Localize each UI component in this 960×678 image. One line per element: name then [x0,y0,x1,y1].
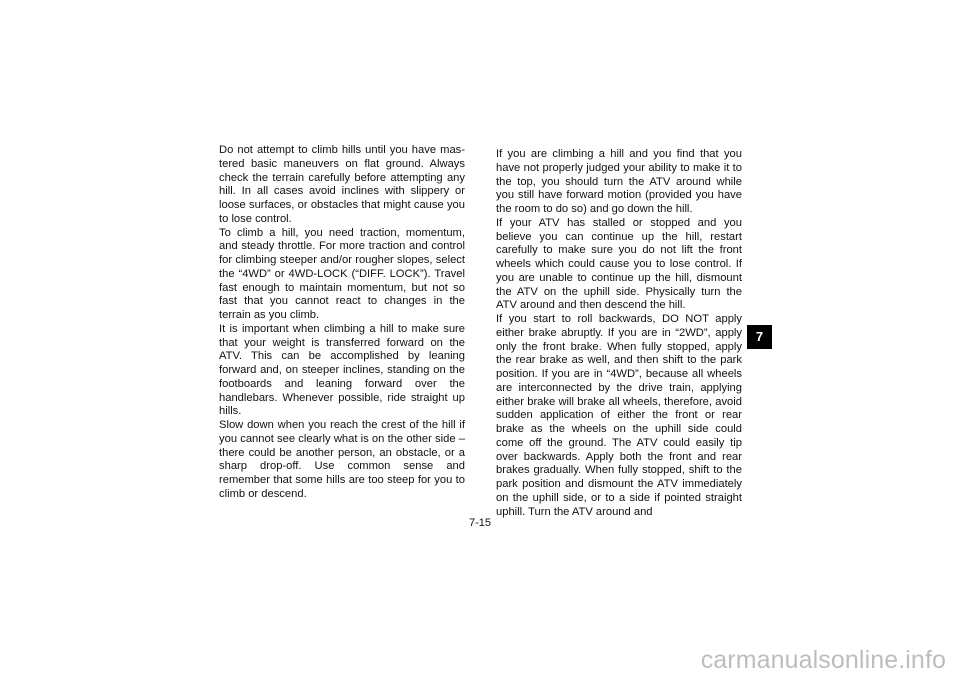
paragraph: Slow down when you reach the crest of the hill if you cannot see clearly what is on the other side – there could be another person, an obstacle, or a sharp drop-off. Use common sense and remember that some hills are too steep for you to climb or descend. [219,419,465,500]
paragraph: It is important when climbing a hill to make sure that your weight is transferred forward on the ATV. This can be accomplished by leaning forward and, on steeper inclines, standing on the footboards and leaning forward over the handlebars. Whenever possible, ride straight up hills. [219,322,465,418]
watermark: carmanualsonline.info [700,646,946,674]
page-number: 7-15 [468,517,492,529]
paragraph: If you start to roll backwards, DO NOT apply either brake abruptly. If you are in “2WD”, apply only the front brake. When fully stopped, apply the rear brake as well, and then shift to the park position. If you are in “4WD”, because all wheels are interconnected by the drive train, applying either brake will brake all wheels, therefore, avoid sudden application of either the front or rear brake as the wheels on the uphill side could come off the ground. The ATV could easily tip over backwards. Apply both the front and rear brakes gradually. When fully stopped, shift to the park position and dismount the ATV immediately on the uphill side, or to a side if pointed straight uphill. Turn the ATV around and [496,313,742,518]
chapter-tab: 7 [747,325,772,349]
right-text-column [496,148,742,519]
paragraph: If your ATV has stalled or stopped and you believe you can continue up the hill, restart carefully to make sure you do not lift the front wheels which could cause you to lose control. If you are unable to continue up the hill, dismount the ATV on the uphill side. Physically turn the ATV around and then descend the hill. [496,216,742,312]
paragraph: To climb a hill, you need traction, momentum, and steady throttle. For more traction and control for climbing steeper and/or rougher slopes, select the “4WD” or 4WD-LOCK (“DIFF. LOCK”). Travel fast enough to maintain momentum, but not so fast that you cannot react to changes in the terrain as you climb. [219,226,465,321]
paragraph: Do not attempt to climb hills until you have mastered basic maneuvers on flat ground. Always check the terrain carefully before attempting any hill. In all cases avoid inclines with slippery or loose surfaces, or obstacles that might cause you to lose control. [219,144,465,225]
left-text-column [219,144,465,502]
paragraph: If you are climbing a hill and you find that you have not properly judged your ability to make it to the top, you should turn the ATV around while you still have forward motion (provided you have the room to do so) and go down the hill. [496,148,742,215]
